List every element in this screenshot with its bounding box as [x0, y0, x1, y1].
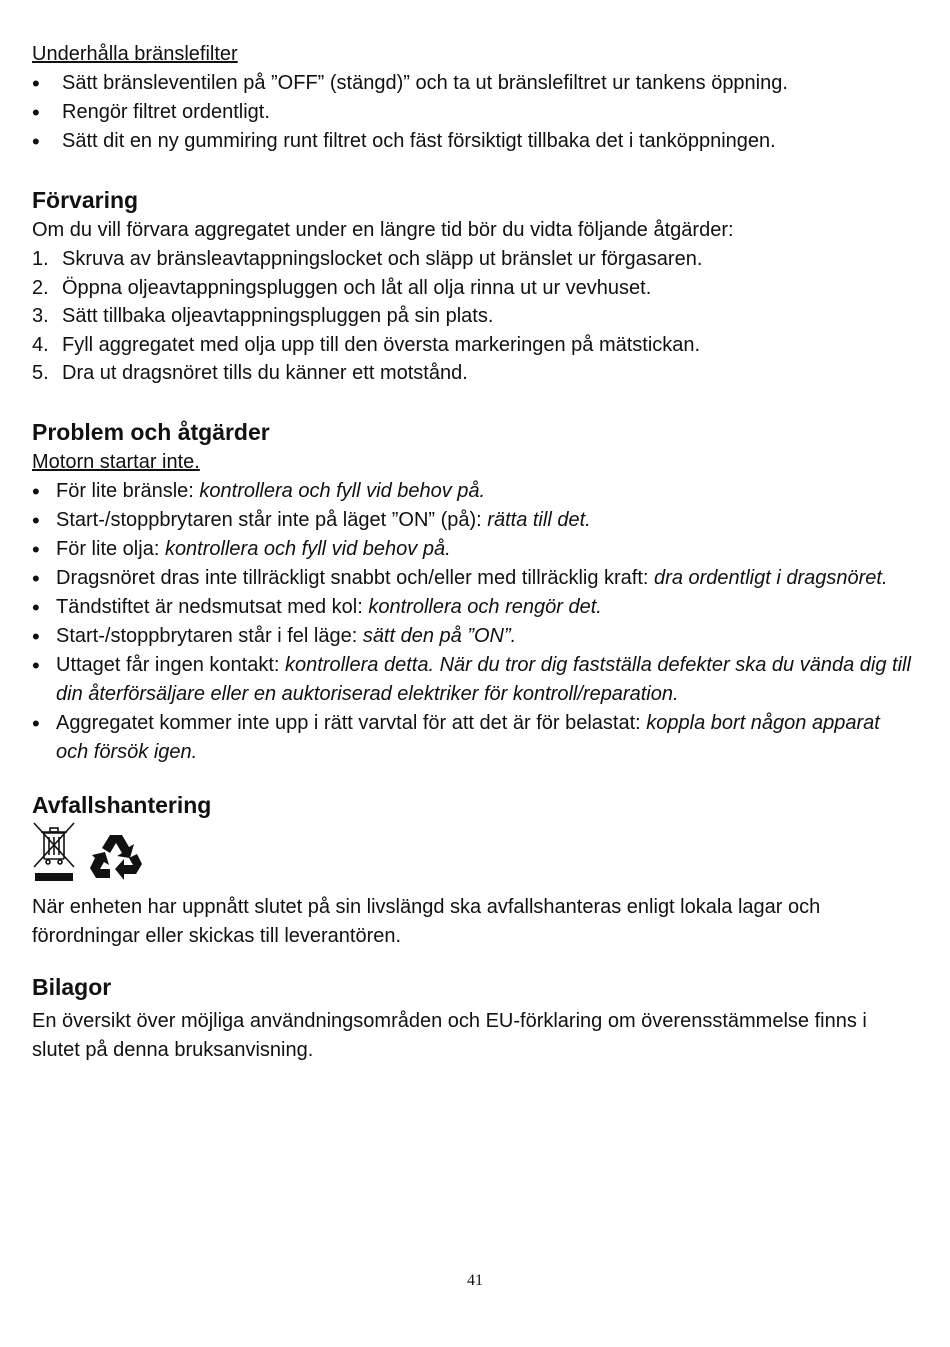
- list-item: [32, 593, 912, 622]
- list-item: • Sätt dit en ny gummiring runt filtret och fäst försiktigt tillbaka det i tanköppningen.: [32, 127, 912, 156]
- problems-section: [32, 416, 912, 767]
- problem-cause: För lite olja:: [56, 537, 165, 560]
- list-item: [32, 535, 912, 564]
- storage-section: [32, 184, 912, 388]
- list-item: [32, 709, 912, 767]
- problems-heading: Problem och åtgärder: [32, 418, 270, 445]
- step-text: Dra ut dragsnöret tills du känner ett motstånd.: [62, 362, 468, 384]
- list-item: [32, 564, 912, 593]
- storage-steps: [32, 245, 912, 388]
- list-item: [32, 302, 912, 331]
- problem-cause: Tändstiftet är nedsmutsat med kol:: [56, 595, 369, 618]
- fuel-filter-heading: Underhålla bränslefilter: [32, 43, 238, 65]
- problem-cause: För lite bränsle:: [56, 479, 200, 502]
- list-item: [32, 359, 912, 388]
- problem-fix: kontrollera och fyll vid behov på.: [199, 479, 486, 502]
- list-item: • Sätt bränsleventilen på ”OFF” (stängd)” och ta ut bränslefiltret ur tankens öppning.: [32, 69, 912, 98]
- page-number: 41: [467, 1272, 483, 1289]
- waste-text: När enheten har uppnått slutet på sin livslängd ska avfallshanteras enligt lokala lagar och förordningar eller skickas till leverantören.: [32, 895, 821, 947]
- problem-cause: Start-/stoppbrytaren står i fel läge:: [56, 624, 363, 647]
- problem-cause: Uttaget får ingen kontakt:: [56, 653, 286, 676]
- step-number: 1.: [32, 248, 49, 270]
- waste-section: [32, 789, 912, 951]
- problem-fix: kontrollera och fyll vid behov på.: [164, 537, 451, 560]
- appendix-heading: Bilagor: [32, 973, 112, 1000]
- step-number: 2.: [32, 276, 49, 299]
- problem-fix: koppla bort någon apparat och försök igen.: [56, 711, 880, 763]
- list-item: [32, 651, 912, 709]
- problems-list: [32, 477, 912, 767]
- storage-heading: Förvaring: [32, 187, 139, 213]
- list-item: [32, 274, 912, 303]
- problem-fix: kontrollera och rengör det.: [368, 595, 602, 618]
- step-text: Sätt tillbaka oljeavtappningspluggen på sin plats.: [62, 305, 494, 327]
- problem-fix: kontrollera detta. När du tror dig fastställa defekter ska du vända dig till din återförsäljare eller en auktoriserad elektriker för kontroll/reparation.: [56, 653, 911, 705]
- step-text: Öppna oljeavtappningspluggen och låt all olja rinna ut ur vevhuset.: [62, 276, 652, 299]
- fuel-filter-section: [32, 40, 912, 156]
- appendix-text: En översikt över möjliga användningsområden och EU-förklaring om överensstämmelse finns i slutet på denna bruksanvisning.: [32, 1009, 867, 1061]
- problem-cause: Aggregatet kommer inte upp i rätt varvtal för att det är för belastat:: [56, 711, 647, 734]
- problems-subheading: Motorn startar inte.: [32, 450, 200, 473]
- step-number: 3.: [32, 305, 49, 327]
- crossed-out-bin-icon: [32, 821, 76, 889]
- fuel-filter-list: [32, 69, 912, 156]
- list-item: [32, 622, 912, 651]
- problem-fix: sätt den på ”ON”.: [362, 624, 517, 647]
- list-item: [32, 245, 912, 274]
- step-number: 5.: [32, 362, 49, 384]
- list-item: [32, 477, 912, 506]
- waste-heading: Avfallshantering: [32, 791, 212, 818]
- document-page: [32, 40, 912, 1065]
- list-item: • Rengör filtret ordentligt.: [32, 98, 912, 127]
- step-text: Skruva av bränsleavtappningslocket och släpp ut bränslet ur förgasaren.: [62, 248, 703, 270]
- appendix-section: [32, 971, 912, 1065]
- list-item: [32, 331, 912, 360]
- step-number: 4.: [32, 333, 49, 356]
- waste-icons: [32, 827, 912, 889]
- problem-cause: Dragsnöret dras inte tillräckligt snabbt och/eller med tillräcklig kraft:: [56, 566, 655, 589]
- problem-fix: dra ordentligt i dragsnöret.: [654, 566, 888, 589]
- list-item: [32, 506, 912, 535]
- step-text: Fyll aggregatet med olja upp till den översta markeringen på mätstickan.: [62, 333, 701, 356]
- recycle-icon: [88, 831, 144, 889]
- problem-cause: Start-/stoppbrytaren står inte på läget ”ON” (på):: [56, 508, 488, 531]
- problem-fix: rätta till det.: [487, 508, 591, 531]
- storage-intro: Om du vill förvara aggregatet under en längre tid bör du vidta följande åtgärder:: [32, 219, 734, 241]
